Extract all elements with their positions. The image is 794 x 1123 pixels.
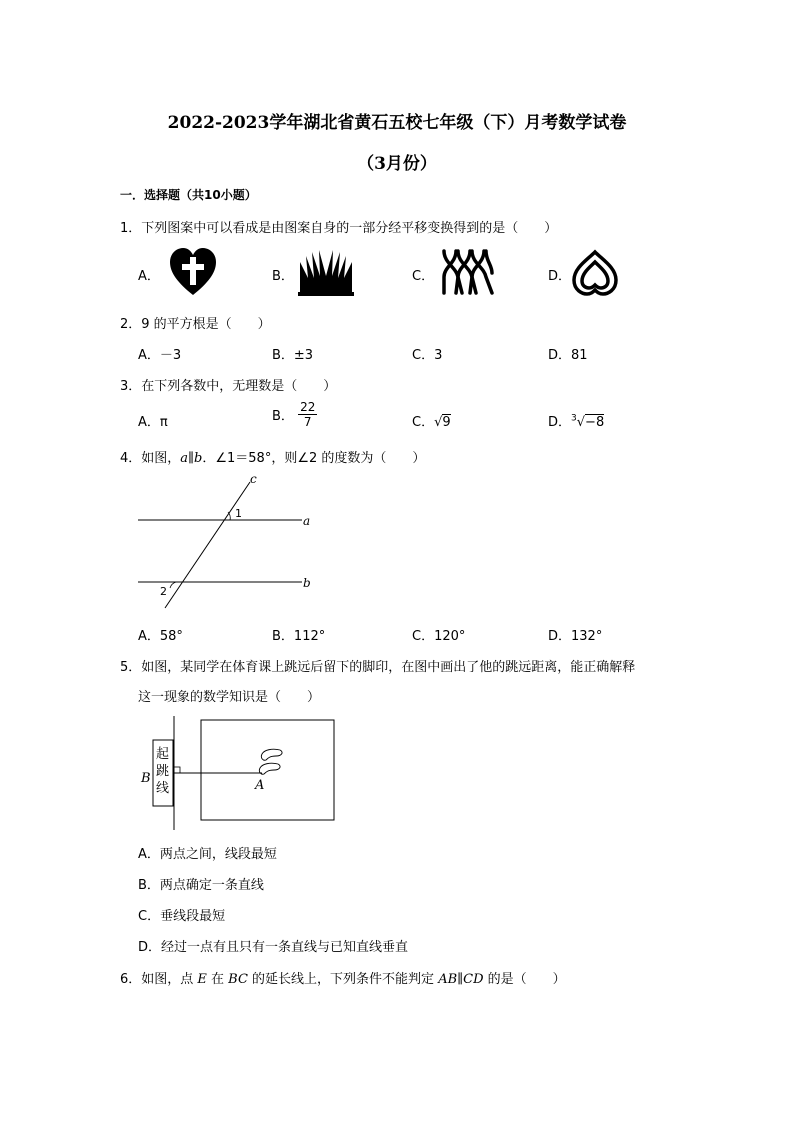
q2-stem: 2．9 的平方根是（ ） — [120, 317, 271, 332]
q4-stem — [120, 447, 425, 466]
q3-option-d-label: D． — [548, 415, 572, 430]
section-heading: 一．选择题（共10小题） — [120, 188, 257, 202]
q2-option-a: A．－3 — [138, 348, 182, 363]
page-subtitle: （3月份） — [357, 154, 437, 174]
q1-option-a: A． — [138, 269, 160, 284]
fraction-denominator: 7 — [303, 415, 312, 429]
q4-option-c: C．120° — [412, 629, 466, 644]
q3-option-a: A．π — [138, 415, 168, 430]
q1-option-d: D． — [548, 269, 572, 284]
twisted-pattern-icon — [440, 247, 496, 297]
sqrt-sign-icon: √ — [434, 415, 443, 430]
start-line-char: 线 — [156, 781, 170, 796]
q3-option-c — [412, 411, 451, 430]
q5-stem-line1: 5．如图，某同学在体育课上跳远后留下的脚印，在图中画出了他的跳远距离，能正确解释 — [120, 660, 636, 675]
start-line-char: 起 — [156, 747, 170, 762]
q6-stem-mid1: 在 — [206, 972, 229, 987]
q4-option-b: B．112° — [272, 629, 326, 644]
q5-option-d: D．经过一点有且只有一条直线与已知直线垂直 — [138, 940, 409, 955]
label-angle-1: 1 — [235, 507, 242, 520]
q2-option-b: B．±3 — [272, 348, 314, 363]
start-line-char: 跳 — [156, 764, 170, 779]
q1-stem: 1．下列图案中可以看成是由图案自身的一部分经平移变换得到的是（ ） — [120, 221, 558, 236]
heart-cross-icon — [168, 247, 218, 297]
q5-option-b: B．两点确定一条直线 — [138, 878, 264, 893]
q4-stem-math: a∥b — [180, 451, 203, 466]
q2-option-c: C．3 — [412, 348, 443, 363]
book-icon — [298, 248, 354, 296]
label-angle-2: 2 — [160, 585, 167, 598]
label-B: B — [141, 771, 151, 786]
q2-option-d: D．81 — [548, 348, 588, 363]
nested-heart-icon — [570, 246, 620, 298]
q4-stem-rest: ．∠1＝58°，则∠2 的度数为（ ） — [202, 451, 426, 466]
radicand: 9 — [442, 415, 451, 430]
start-line-label — [156, 746, 169, 797]
q6-stem-end: 的是（ ） — [483, 972, 566, 987]
page-title: 2022-2023学年湖北省黄石五校七年级（下）月考数学试卷 — [167, 113, 627, 133]
label-a: a — [303, 514, 311, 528]
label-b: b — [303, 576, 311, 590]
q6-stem-mid2: 的延长线上，下列条件不能判定 — [247, 972, 439, 987]
q6-stem-prefix: 6．如图，点 — [120, 972, 198, 987]
q6-segment-bc: BC — [228, 972, 248, 987]
q3-option-c-label: C． — [412, 415, 435, 430]
q4-option-d: D．132° — [548, 629, 603, 644]
radicand: −8 — [585, 415, 605, 430]
cube-root-sign-icon: √ — [576, 415, 586, 430]
q3-option-d — [548, 411, 604, 430]
q6-point-e: E — [197, 972, 207, 987]
q4-option-a: A．58° — [138, 629, 183, 644]
label-c: c — [250, 472, 257, 486]
q3-stem: 3．在下列各数中，无理数是（ ） — [120, 379, 337, 394]
q4-stem-prefix: 4．如图， — [120, 451, 181, 466]
q6-parallel-ab-cd: AB∥CD — [438, 972, 484, 987]
q3-option-b-label: B． — [272, 409, 294, 424]
q6-stem — [120, 968, 566, 987]
root-index: 3 — [571, 413, 577, 424]
q5-option-a: A．两点之间，线段最短 — [138, 847, 277, 862]
fraction-numerator: 22 — [300, 400, 316, 414]
q5-option-c: C．垂线段最短 — [138, 909, 226, 924]
q1-option-c: C． — [412, 269, 435, 284]
label-A: A — [255, 778, 265, 793]
fraction — [298, 400, 317, 429]
q5-stem-line2: 这一现象的数学知识是（ ） — [138, 690, 321, 705]
q1-option-b: B． — [272, 269, 294, 284]
q3-option-b — [272, 400, 317, 429]
